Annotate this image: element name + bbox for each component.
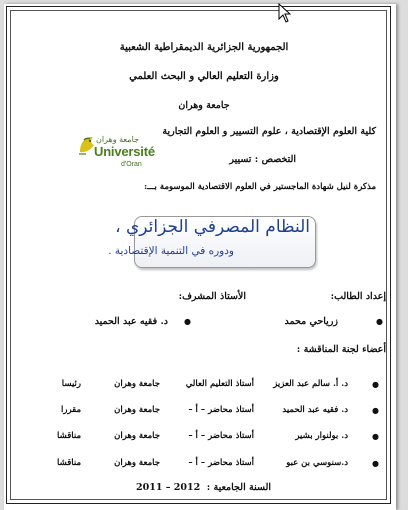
member-bullet-icon: ●: [372, 380, 379, 389]
supervisor-bullet-icon: ●: [184, 317, 191, 326]
memoir-title: النظام المصرفي الجزائري ،: [115, 217, 310, 237]
academic-year-label: السنة الجامعية :: [206, 482, 271, 493]
student-name: زرياحي محمد: [284, 316, 338, 327]
member-rank: أستاذ التعليم العالي: [185, 379, 254, 389]
logo-name-text: Université: [94, 144, 155, 159]
university-logo: [76, 132, 156, 174]
document-page: [4, 4, 396, 510]
member-university: جامعة وهران: [114, 379, 160, 389]
member-name: د. فقيه عبد الحميد: [282, 405, 348, 415]
faculty-line: كلية العلوم الإقتصادية ، علوم التسيير و العلوم التجارية: [162, 126, 376, 137]
specialty-line: التخصص : تسيير: [229, 154, 296, 165]
memoir-subtitle: ودوره في التنمية الإقتصادية .: [108, 245, 234, 257]
memoir-line: مذكرة لنيل شهادة الماجستير في العلوم الاقتصادية الموسومة بـــ:: [143, 182, 376, 192]
ministry-line: وزارة التعليم العالي و البحث العلمي: [129, 71, 279, 82]
university-line: جامعة وهران: [178, 100, 230, 111]
republic-line: الجمهورية الجزائرية الديمقراطية الشعبية: [119, 42, 289, 53]
supervisor-name: د. فقيه عبد الحميد: [94, 316, 168, 327]
student-bullet-icon: ●: [376, 317, 383, 326]
member-name: د.سنوسي بن عبو: [286, 458, 348, 468]
member-bullet-icon: ●: [372, 459, 379, 468]
academic-year-value: 2011 – 2012: [136, 482, 201, 493]
member-university: جامعة وهران: [114, 431, 160, 441]
member-role: مناقشا: [57, 458, 81, 468]
logo-arabic-text: جامعة وهران: [96, 135, 139, 144]
member-role: رئيسا: [61, 379, 81, 389]
member-role: مناقشا: [57, 431, 81, 441]
member-name: د. بولنوار بشير: [295, 431, 348, 441]
member-university: جامعة وهران: [114, 458, 160, 468]
member-university: جامعة وهران: [114, 405, 160, 415]
member-bullet-icon: ●: [372, 406, 379, 415]
member-role: مقررا: [60, 405, 81, 415]
logo-city-text: d'Oran: [121, 161, 142, 168]
member-bullet-icon: ●: [372, 432, 379, 441]
student-label: إعداد الطالب:: [330, 291, 386, 302]
supervisor-label: الأستاذ المشرف:: [178, 291, 246, 302]
committee-label: أعضاء لجنة المناقشة :: [296, 344, 386, 355]
member-rank: أستاذ محاضر – أ –: [188, 405, 254, 415]
mouse-pointer-icon: [278, 3, 292, 23]
member-rank: أستاذ محاضر – أ –: [188, 458, 254, 468]
member-rank: أستاذ محاضر – أ –: [188, 431, 254, 441]
member-name: د. أ. سالم عبد العزيز: [273, 379, 348, 389]
